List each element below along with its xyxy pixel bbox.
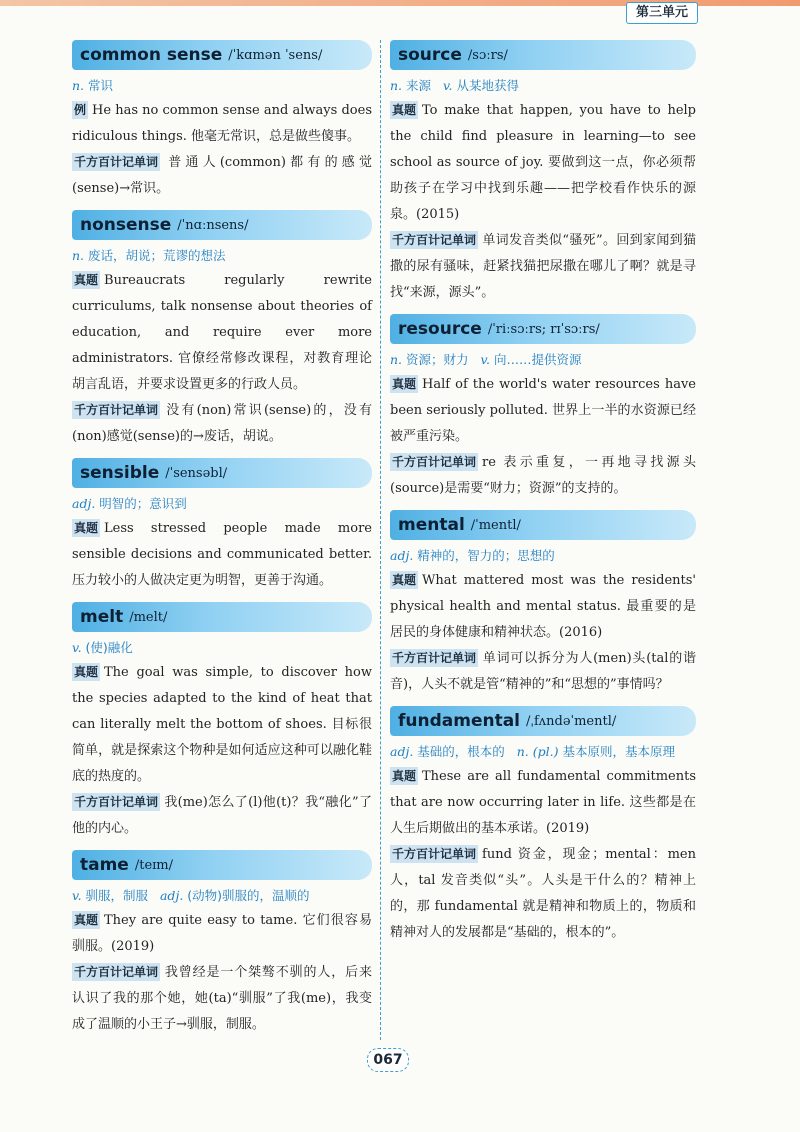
block-text: What mattered most was the residents' physical health and mental status. 最重要的是居民的身体健康和精神状态。(2016) [390, 573, 696, 640]
phonetic: /teɪm/ [134, 857, 174, 873]
page-number: 067 [367, 1048, 409, 1072]
headword: source [398, 45, 462, 65]
entry-paragraph [72, 150, 372, 202]
headword: tame [80, 855, 129, 875]
block-label: 千方百计记单词 [392, 233, 477, 247]
headword: common sense [80, 45, 223, 65]
block-label: 千方百计记单词 [74, 795, 159, 809]
pos-meaning: 精神的，智力的；思想的 [417, 548, 555, 563]
word-entry [72, 40, 372, 202]
pos-abbr: adj. [159, 888, 184, 903]
pos-abbr: v. [442, 78, 453, 93]
block-label: 千方百计记单词 [74, 403, 159, 417]
pos-abbr: n. [72, 248, 85, 263]
part-of-speech-line [390, 544, 696, 568]
block-label: 千方百计记单词 [392, 651, 477, 665]
phonetic: /ˈmentl/ [470, 517, 521, 533]
pos-meaning: 基础的，根本的 [417, 744, 505, 759]
block-label: 真题 [74, 273, 99, 287]
block-text: 单词发音类似“骚死”。回到家闻到猫撒的尿有骚味，赶紧找猫把尿撒在哪儿了啊？就是寻找“来源，源头”。 [390, 233, 696, 300]
block-text: re 表示重复，一再地寻找源头(source)是需要“财力；资源”的支持的。 [390, 455, 696, 496]
headword: melt [80, 607, 124, 627]
phonetic: /ˌfʌndəˈmentl/ [526, 713, 617, 729]
entry-header [390, 314, 696, 344]
block-text: Half of the world's water resources have been seriously polluted. 世界上一半的水资源已经被严重污染。 [390, 377, 696, 444]
block-text: 普通人(common)都有的感觉(sense)→常识。 [72, 155, 372, 196]
block-label: 真题 [74, 913, 99, 927]
pos-abbr: n. [390, 78, 403, 93]
pos-meaning: 资源；财力 [406, 352, 469, 367]
entry-paragraph [390, 98, 696, 228]
entry-paragraph [390, 568, 696, 646]
pos-meaning: (动物)驯服的，温顺的 [187, 888, 310, 903]
pos-meaning: (使)融化 [85, 640, 133, 655]
block-label: 真题 [74, 665, 99, 679]
entry-paragraph [390, 450, 696, 502]
pos-meaning: 向……提供资源 [494, 352, 582, 367]
right-column [390, 40, 696, 954]
entry-header [390, 40, 696, 70]
word-entry [390, 706, 696, 946]
entry-paragraph [72, 960, 372, 1038]
block-label: 千方百计记单词 [74, 965, 159, 979]
phonetic: /ˈriːsɔːrs; rɪˈsɔːrs/ [487, 321, 600, 337]
entry-paragraph [72, 908, 372, 960]
word-entry [72, 458, 372, 594]
entry-header [72, 850, 372, 880]
pos-meaning: 从某地获得 [456, 78, 520, 93]
pos-abbr: adj. [390, 548, 414, 563]
pos-abbr: adj. [390, 744, 414, 759]
entry-header [72, 458, 372, 488]
entry-header [72, 210, 372, 240]
part-of-speech-line [72, 636, 372, 660]
entry-paragraph [390, 646, 696, 698]
word-entry [72, 210, 372, 450]
part-of-speech-line [390, 74, 696, 98]
pos-meaning: 明智的；意识到 [99, 496, 187, 511]
phonetic: /melt/ [129, 609, 168, 625]
block-label: 真题 [392, 377, 417, 391]
entry-header [72, 40, 372, 70]
entry-paragraph [390, 842, 696, 946]
unit-tab: 第三单元 [626, 2, 698, 24]
phonetic: /ˈnɑːnsens/ [177, 217, 249, 233]
word-entry [390, 510, 696, 698]
phonetic: /ˈkɑmən ˈsens/ [228, 47, 323, 63]
headword: fundamental [398, 711, 521, 731]
block-text: 没有(non)常识(sense)的，没有(non)感觉(sense)的→废话，胡说。 [72, 403, 372, 444]
word-entry [390, 314, 696, 502]
entry-paragraph [72, 398, 372, 450]
part-of-speech-line [390, 740, 696, 764]
entry-paragraph [72, 268, 372, 398]
pos-abbr: n. [390, 352, 403, 367]
word-entry [390, 40, 696, 306]
block-text: To make that happen, you have to help the child find pleasure in learning—to see school as source of joy. 要做到这一点，你必须帮助孩子在学习中找到乐趣——把学校看作快乐的源泉。(2015) [390, 103, 696, 222]
left-column [72, 40, 372, 1046]
block-label: 真题 [74, 521, 99, 535]
block-text: Less stressed people made more sensible decisions and communicated better. 压力较小的人做决定更为明智，更善于沟通。 [72, 521, 372, 588]
block-label: 千方百计记单词 [392, 847, 477, 861]
phonetic: /sɔːrs/ [467, 47, 508, 63]
headword: nonsense [80, 215, 172, 235]
block-label: 千方百计记单词 [392, 455, 477, 469]
pos-abbr: v. [72, 640, 82, 655]
entry-header [390, 706, 696, 736]
block-text: Bureaucrats regularly rewrite curriculums, talk nonsense about theories of education, and require ever more administrators. 官僚经常修改课程，对教育理论胡言乱语，并要求设置更多的行政人员。 [72, 273, 372, 392]
block-text: These are all fundamental commitments that are now occurring later in life. 这些都是在人生后期做出的基本承诺。(2019) [390, 769, 696, 836]
entry-paragraph [72, 98, 372, 150]
phonetic: /ˈsensəbl/ [165, 465, 228, 481]
pos-meaning: 基本原则，基本原理 [562, 744, 675, 759]
entry-paragraph [72, 660, 372, 790]
entry-paragraph [390, 372, 696, 450]
entry-paragraph [390, 228, 696, 306]
block-label: 千方百计记单词 [74, 155, 159, 169]
entry-paragraph [390, 764, 696, 842]
word-entry [72, 602, 372, 842]
pos-abbr: v. [72, 888, 82, 903]
pos-meaning: 废话，胡说；荒谬的想法 [88, 248, 226, 263]
part-of-speech-line [72, 74, 372, 98]
entry-header [72, 602, 372, 632]
block-label: 真题 [392, 573, 417, 587]
headword: sensible [80, 463, 160, 483]
headword: mental [398, 515, 465, 535]
column-divider [380, 40, 381, 1040]
block-text: The goal was simple, to discover how the species adapted to the kind of heat that can literally melt the bottom of shoes. 目标很简单，就是探索这个物种是如何适应这种可以融化鞋底的热度的。 [72, 665, 372, 784]
block-text: 单词可以拆分为人(men)头(tal的谐音)，人头不就是管“精神的”和“思想的”事情吗？ [390, 651, 696, 692]
block-label: 真题 [392, 103, 417, 117]
pos-meaning: 驯服，制服 [85, 888, 149, 903]
entry-paragraph [72, 790, 372, 842]
pos-abbr: adj. [72, 496, 96, 511]
block-text: 我曾经是一个桀骜不驯的人，后来认识了我的那个她，她(ta)“驯服”了我(me)，我变成了温顺的小王子→驯服，制服。 [72, 965, 372, 1032]
pos-meaning: 来源 [406, 78, 432, 93]
part-of-speech-line [390, 348, 696, 372]
block-text: They are quite easy to tame. 它们很容易驯服。(2019) [72, 913, 372, 954]
part-of-speech-line [72, 492, 372, 516]
block-text: fund 资金，现金；mental：men 人，tal 发音类似“头”。人头是干什么的？精神上的，那 fundamental 就是精神和物质上的，物质和精神对人的发展都是“基础的，根本的”。 [390, 847, 696, 940]
part-of-speech-line [72, 244, 372, 268]
pos-meaning: 常识 [88, 78, 114, 93]
part-of-speech-line [72, 884, 372, 908]
pos-abbr: n. [72, 78, 85, 93]
entry-paragraph [72, 516, 372, 594]
block-label: 真题 [392, 769, 417, 783]
pos-abbr: n. (pl.) [516, 744, 559, 759]
block-text: 我(me)怎么了(l)他(t)？我“融化”了他的内心。 [72, 795, 372, 836]
headword: resource [398, 319, 482, 339]
word-entry [72, 850, 372, 1038]
entry-header [390, 510, 696, 540]
block-text: He has no common sense and always does ridiculous things. 他毫无常识，总是做些傻事。 [72, 103, 372, 144]
pos-abbr: v. [480, 352, 491, 367]
block-label: 例 [74, 103, 87, 117]
